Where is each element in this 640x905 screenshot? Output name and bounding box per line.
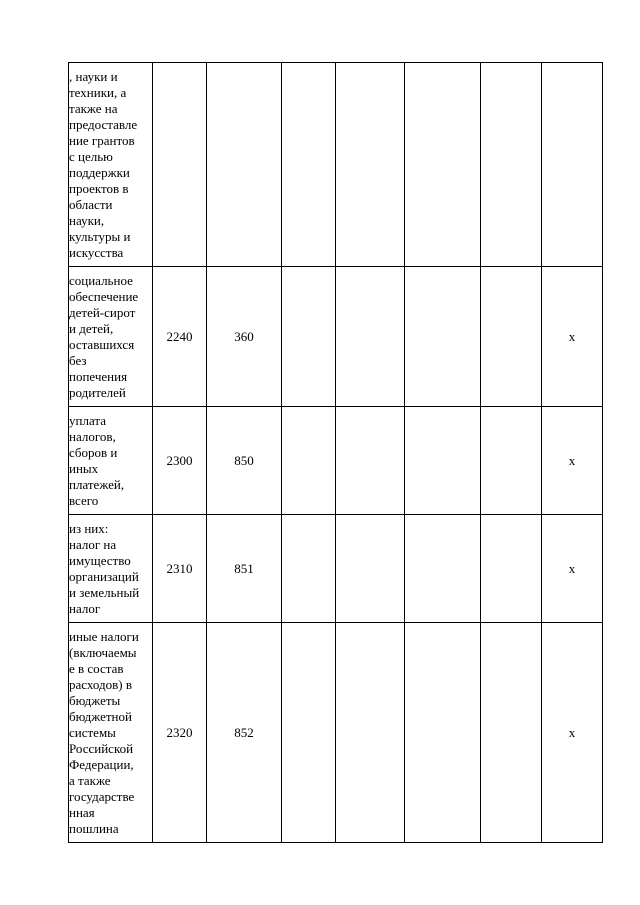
empty-cell <box>282 267 336 407</box>
empty-cell <box>282 515 336 623</box>
row-description-cell <box>69 63 153 267</box>
table-row <box>69 515 603 623</box>
empty-cell <box>336 623 405 843</box>
kbk-code-cell: 360 <box>207 267 282 407</box>
empty-cell <box>336 63 405 267</box>
empty-cell <box>282 63 336 267</box>
row-description-cell <box>69 623 153 843</box>
empty-cell <box>405 515 481 623</box>
empty-cell <box>481 407 542 515</box>
table-row <box>69 623 603 843</box>
mark-cell: х <box>542 515 603 623</box>
line-code-cell: 2300 <box>153 407 207 515</box>
row-description: уплата налогов, сборов и иных платежей, всего <box>69 412 125 508</box>
line-code-cell <box>153 63 207 267</box>
kbk-code-cell: 850 <box>207 407 282 515</box>
mark-cell: х <box>542 623 603 843</box>
empty-cell <box>481 515 542 623</box>
empty-cell <box>282 623 336 843</box>
kbk-code-cell: 852 <box>207 623 282 843</box>
line-code-cell: 2320 <box>153 623 207 843</box>
kbk-code-cell <box>207 63 282 267</box>
empty-cell <box>481 623 542 843</box>
empty-cell <box>282 407 336 515</box>
kbk-code-cell: 851 <box>207 515 282 623</box>
table-row <box>69 63 603 267</box>
row-description: иные налоги (включаемы е в состав расходов) в бюджеты бюджетной системы Российской Федерации, а также государстве нная пошлина <box>69 628 139 836</box>
row-description-cell <box>69 515 153 623</box>
row-description: из них: налог на имущество организаций и земельный налог <box>69 520 140 616</box>
empty-cell <box>336 515 405 623</box>
empty-cell <box>481 63 542 267</box>
table-row <box>69 407 603 515</box>
row-description: социальное обеспечение детей-сирот и детей, оставшихся без попечения родителей <box>69 272 139 400</box>
empty-cell <box>405 63 481 267</box>
mark-cell: х <box>542 267 603 407</box>
empty-cell <box>405 407 481 515</box>
financial-table <box>68 62 603 843</box>
empty-cell <box>405 267 481 407</box>
row-description-cell <box>69 407 153 515</box>
empty-cell <box>481 267 542 407</box>
row-description: , науки и техники, а также на предоставле ние грантов с целью поддержки проектов в области науки, культуры и искусства <box>69 68 138 260</box>
empty-cell <box>336 407 405 515</box>
empty-cell <box>405 623 481 843</box>
table-row <box>69 267 603 407</box>
line-code-cell: 2240 <box>153 267 207 407</box>
line-code-cell: 2310 <box>153 515 207 623</box>
mark-cell <box>542 63 603 267</box>
row-description-cell <box>69 267 153 407</box>
empty-cell <box>336 267 405 407</box>
mark-cell: х <box>542 407 603 515</box>
